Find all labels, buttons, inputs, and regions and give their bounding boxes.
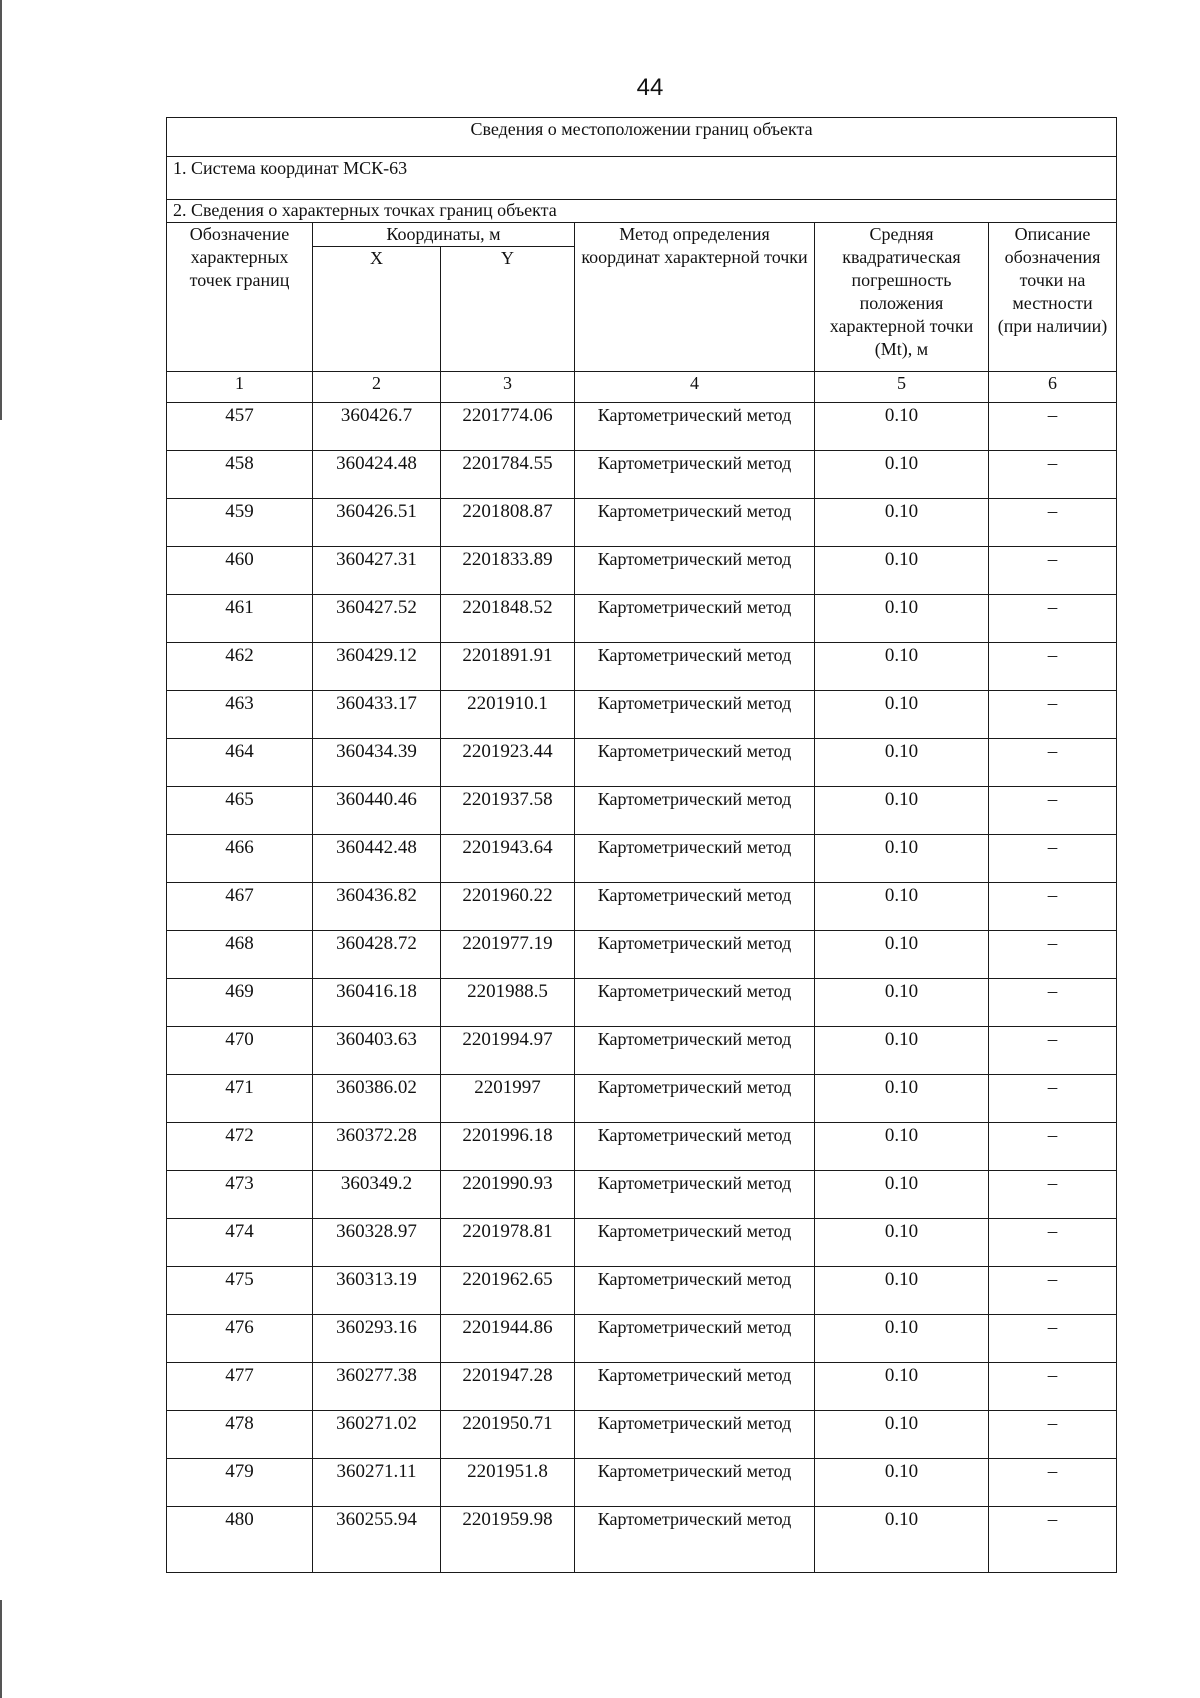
description-cell: – [989,883,1117,931]
description-cell: – [989,691,1117,739]
table-row [167,883,1117,931]
x-coordinate-cell: 360416.18 [313,979,441,1027]
description-cell: – [989,979,1117,1027]
header-x: X [313,247,441,372]
header-description: Описание обозначения точки на местности (при наличии) [989,223,1117,372]
y-coordinate-cell: 2201960.22 [441,883,575,931]
column-number: 4 [575,372,815,403]
column-number: 2 [313,372,441,403]
x-coordinate-cell: 360436.82 [313,883,441,931]
header-method: Метод определения координат характерной точки [575,223,815,372]
method-cell: Картометрический метод [575,1123,815,1171]
point-number-cell: 476 [167,1315,313,1363]
description-cell: – [989,547,1117,595]
description-cell: – [989,1219,1117,1267]
x-coordinate-cell: 360428.72 [313,931,441,979]
method-cell: Картометрический метод [575,1459,815,1507]
y-coordinate-cell: 2201978.81 [441,1219,575,1267]
table-row [167,787,1117,835]
description-cell: – [989,595,1117,643]
point-number-cell: 469 [167,979,313,1027]
point-number-cell: 461 [167,595,313,643]
scan-edge-mark-top [0,0,2,420]
description-cell: – [989,739,1117,787]
header-y: Y [441,247,575,372]
table-row [167,1267,1117,1315]
y-coordinate-cell: 2201784.55 [441,451,575,499]
coordinate-system-row [167,157,1117,200]
y-coordinate-cell: 2201994.97 [441,1027,575,1075]
error-cell: 0.10 [815,1315,989,1363]
y-coordinate-cell: 2201996.18 [441,1123,575,1171]
table-row [167,1459,1117,1507]
table-row [167,739,1117,787]
y-coordinate-cell: 2201977.19 [441,931,575,979]
y-coordinate-cell: 2201774.06 [441,403,575,451]
y-coordinate-cell: 2201891.91 [441,643,575,691]
y-coordinate-cell: 2201943.64 [441,835,575,883]
column-number-row [167,372,1117,403]
point-number-cell: 467 [167,883,313,931]
description-cell: – [989,931,1117,979]
section-title: Сведения о местоположении границ объекта [167,118,1117,157]
point-number-cell: 471 [167,1075,313,1123]
page-number: 44 [636,74,664,101]
error-cell: 0.10 [815,787,989,835]
error-cell: 0.10 [815,835,989,883]
table-row [167,1027,1117,1075]
table-row [167,1363,1117,1411]
table-row [167,931,1117,979]
method-cell: Картометрический метод [575,1315,815,1363]
header-coordinates: Координаты, м [313,223,575,247]
error-cell: 0.10 [815,595,989,643]
y-coordinate-cell: 2201950.71 [441,1411,575,1459]
x-coordinate-cell: 360277.38 [313,1363,441,1411]
method-cell: Картометрический метод [575,931,815,979]
method-cell: Картометрический метод [575,1363,815,1411]
description-cell: – [989,1411,1117,1459]
points-heading: 2. Сведения о характерных точках границ объекта [167,200,1117,223]
table-row [167,1171,1117,1219]
point-number-cell: 463 [167,691,313,739]
method-cell: Картометрический метод [575,1171,815,1219]
error-cell: 0.10 [815,1459,989,1507]
x-coordinate-cell: 360427.52 [313,595,441,643]
header-designation: Обозначение характерных точек границ [167,223,313,372]
error-cell: 0.10 [815,1123,989,1171]
error-cell: 0.10 [815,451,989,499]
coordinate-system: 1. Система координат МСК-63 [167,157,1117,200]
table-row [167,595,1117,643]
method-cell: Картометрический метод [575,787,815,835]
method-cell: Картометрический метод [575,883,815,931]
method-cell: Картометрический метод [575,1507,815,1573]
description-cell: – [989,1315,1117,1363]
x-coordinate-cell: 360427.31 [313,547,441,595]
x-coordinate-cell: 360403.63 [313,1027,441,1075]
x-coordinate-cell: 360372.28 [313,1123,441,1171]
error-cell: 0.10 [815,1027,989,1075]
column-number: 6 [989,372,1117,403]
point-number-cell: 475 [167,1267,313,1315]
x-coordinate-cell: 360386.02 [313,1075,441,1123]
points-heading-row [167,200,1117,223]
x-coordinate-cell: 360349.2 [313,1171,441,1219]
point-number-cell: 478 [167,1411,313,1459]
method-cell: Картометрический метод [575,835,815,883]
table-row [167,643,1117,691]
point-number-cell: 472 [167,1123,313,1171]
error-cell: 0.10 [815,1363,989,1411]
method-cell: Картометрический метод [575,1075,815,1123]
description-cell: – [989,835,1117,883]
y-coordinate-cell: 2201910.1 [441,691,575,739]
y-coordinate-cell: 2201947.28 [441,1363,575,1411]
column-number: 5 [815,372,989,403]
point-number-cell: 474 [167,1219,313,1267]
table-row [167,691,1117,739]
method-cell: Картометрический метод [575,643,815,691]
error-cell: 0.10 [815,1411,989,1459]
table-row [167,979,1117,1027]
point-number-cell: 460 [167,547,313,595]
point-number-cell: 465 [167,787,313,835]
method-cell: Картометрический метод [575,1219,815,1267]
description-cell: – [989,403,1117,451]
error-cell: 0.10 [815,1267,989,1315]
x-coordinate-cell: 360424.48 [313,451,441,499]
point-number-cell: 479 [167,1459,313,1507]
error-cell: 0.10 [815,931,989,979]
table-row [167,1507,1117,1573]
error-cell: 0.10 [815,547,989,595]
point-number-cell: 480 [167,1507,313,1573]
point-number-cell: 457 [167,403,313,451]
description-cell: – [989,1123,1117,1171]
table-row [167,1219,1117,1267]
method-cell: Картометрический метод [575,1411,815,1459]
method-cell: Картометрический метод [575,691,815,739]
x-coordinate-cell: 360426.7 [313,403,441,451]
point-number-cell: 473 [167,1171,313,1219]
section-title-row [167,118,1117,157]
header-error: Средняя квадратическая погрешность положения характерной точки (Mt), м [815,223,989,372]
error-cell: 0.10 [815,691,989,739]
description-cell: – [989,451,1117,499]
y-coordinate-cell: 2201988.5 [441,979,575,1027]
description-cell: – [989,1363,1117,1411]
error-cell: 0.10 [815,1171,989,1219]
x-coordinate-cell: 360429.12 [313,643,441,691]
point-number-cell: 477 [167,1363,313,1411]
table-row [167,1411,1117,1459]
scan-edge-mark-bottom [0,1600,2,1698]
error-cell: 0.10 [815,1219,989,1267]
y-coordinate-cell: 2201990.93 [441,1171,575,1219]
x-coordinate-cell: 360328.97 [313,1219,441,1267]
method-cell: Картометрический метод [575,1027,815,1075]
point-number-cell: 470 [167,1027,313,1075]
description-cell: – [989,1459,1117,1507]
description-cell: – [989,1171,1117,1219]
description-cell: – [989,1027,1117,1075]
boundary-points-table [166,117,1117,1573]
table-row [167,835,1117,883]
point-number-cell: 458 [167,451,313,499]
x-coordinate-cell: 360271.11 [313,1459,441,1507]
error-cell: 0.10 [815,739,989,787]
table-row [167,451,1117,499]
description-cell: – [989,499,1117,547]
table-row [167,1075,1117,1123]
point-number-cell: 459 [167,499,313,547]
header-row [167,223,1117,247]
x-coordinate-cell: 360426.51 [313,499,441,547]
x-coordinate-cell: 360442.48 [313,835,441,883]
x-coordinate-cell: 360313.19 [313,1267,441,1315]
y-coordinate-cell: 2201833.89 [441,547,575,595]
point-number-cell: 466 [167,835,313,883]
method-cell: Картометрический метод [575,595,815,643]
description-cell: – [989,1075,1117,1123]
x-coordinate-cell: 360440.46 [313,787,441,835]
error-cell: 0.10 [815,883,989,931]
error-cell: 0.10 [815,1507,989,1573]
method-cell: Картометрический метод [575,1267,815,1315]
point-number-cell: 464 [167,739,313,787]
y-coordinate-cell: 2201944.86 [441,1315,575,1363]
y-coordinate-cell: 2201997 [441,1075,575,1123]
description-cell: – [989,1507,1117,1573]
y-coordinate-cell: 2201959.98 [441,1507,575,1573]
error-cell: 0.10 [815,403,989,451]
column-number: 1 [167,372,313,403]
x-coordinate-cell: 360434.39 [313,739,441,787]
table-row [167,403,1117,451]
table-row [167,1315,1117,1363]
y-coordinate-cell: 2201808.87 [441,499,575,547]
error-cell: 0.10 [815,1075,989,1123]
description-cell: – [989,1267,1117,1315]
column-number: 3 [441,372,575,403]
error-cell: 0.10 [815,643,989,691]
error-cell: 0.10 [815,979,989,1027]
method-cell: Картометрический метод [575,979,815,1027]
error-cell: 0.10 [815,499,989,547]
point-number-cell: 468 [167,931,313,979]
table-row [167,547,1117,595]
description-cell: – [989,787,1117,835]
x-coordinate-cell: 360255.94 [313,1507,441,1573]
y-coordinate-cell: 2201923.44 [441,739,575,787]
point-number-cell: 462 [167,643,313,691]
method-cell: Картометрический метод [575,547,815,595]
method-cell: Картометрический метод [575,499,815,547]
y-coordinate-cell: 2201962.65 [441,1267,575,1315]
x-coordinate-cell: 360433.17 [313,691,441,739]
x-coordinate-cell: 360293.16 [313,1315,441,1363]
x-coordinate-cell: 360271.02 [313,1411,441,1459]
method-cell: Картометрический метод [575,451,815,499]
table-row [167,1123,1117,1171]
y-coordinate-cell: 2201848.52 [441,595,575,643]
y-coordinate-cell: 2201937.58 [441,787,575,835]
method-cell: Картометрический метод [575,739,815,787]
description-cell: – [989,643,1117,691]
y-coordinate-cell: 2201951.8 [441,1459,575,1507]
method-cell: Картометрический метод [575,403,815,451]
table-row [167,499,1117,547]
